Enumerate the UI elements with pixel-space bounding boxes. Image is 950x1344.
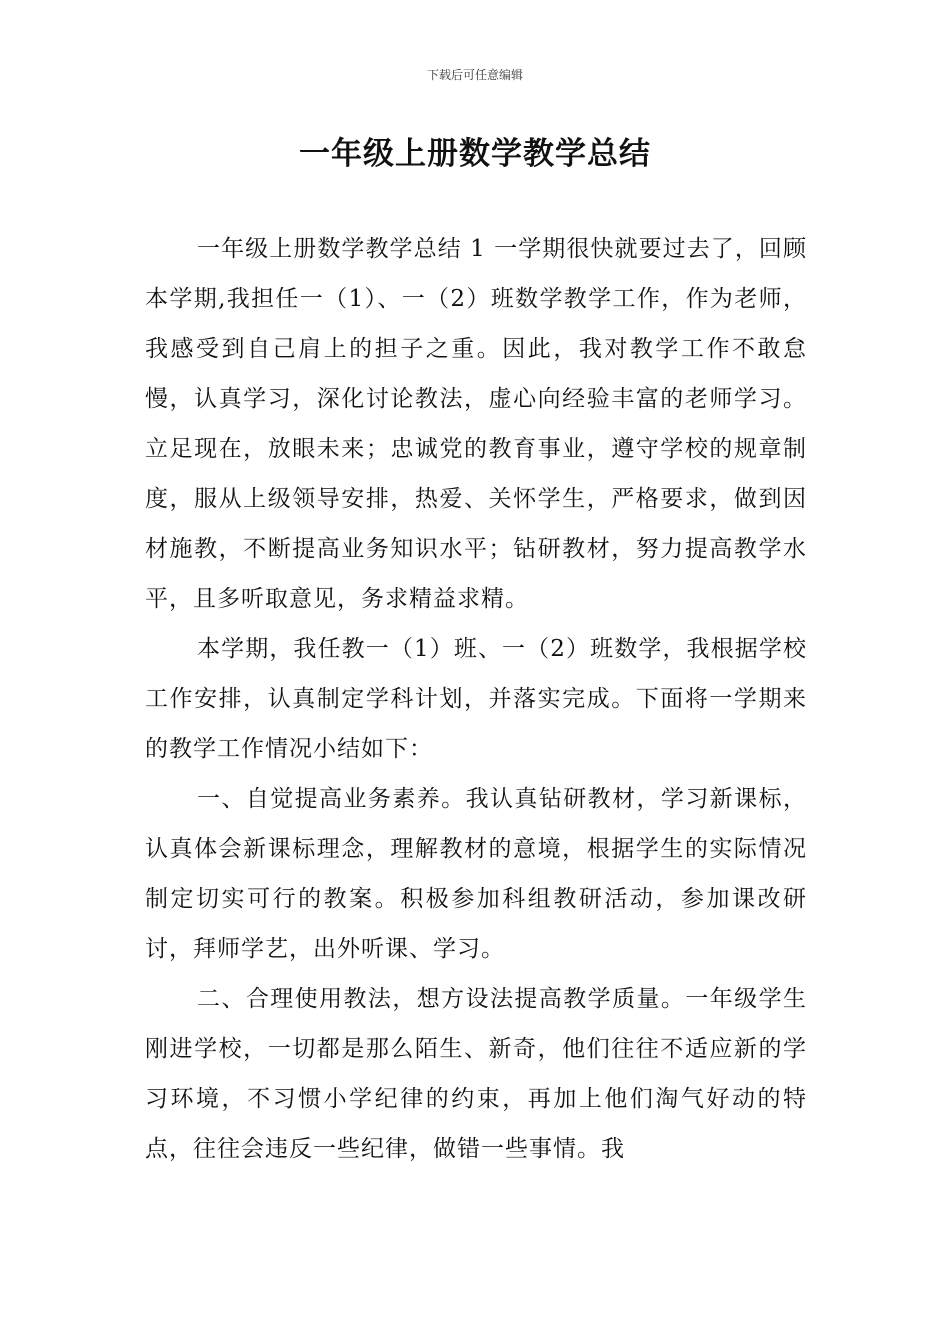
document-title: 一年级上册数学教学总结	[299, 136, 651, 172]
header-note: 下载后可任意编辑	[426, 68, 523, 82]
paragraph-2: 本学期，我任教一（1）班、一（2）班数学，我根据学校工作安排，认真制定学科计划，并落实完成。下面将一学期来的教学工作情况小结如下：	[145, 636, 807, 762]
paragraph-4: 二、合理使用教法，想方设法提高教学质量。一年级学生刚进学校，一切都是那么陌生、新奇，他们往往不适应新的学习环境，不习惯小学纪律的约束，再加上他们淘气好动的特点，往往会违反一些纪律，做错一些事情。我	[145, 986, 807, 1162]
document-body	[145, 224, 807, 1174]
paragraph-3: 一、自觉提高业务素养。我认真钻研教材，学习新课标，认真体会新课标理念，理解教材的意境，根据学生的实际情况制定切实可行的教案。积极参加科组教研活动，参加课改研讨，拜师学艺，出外听课、学习。	[145, 786, 807, 962]
paragraph-1: 一年级上册数学教学总结 1 一学期很快就要过去了，回顾本学期,我担任一（1）、一（2）班数学教学工作，作为老师，我感受到自己肩上的担子之重。因此，我对教学工作不敢怠慢，认真学习，深化讨论教法，虚心向经验丰富的老师学习。立足现在，放眼未来；忠诚党的教育事业，遵守学校的规章制度，服从上级领导安排，热爱、关怀学生，严格要求，做到因材施教，不断提高业务知识水平；钻研教材，努力提高教学水平，且多听取意见，务求精益求精。	[145, 236, 807, 612]
